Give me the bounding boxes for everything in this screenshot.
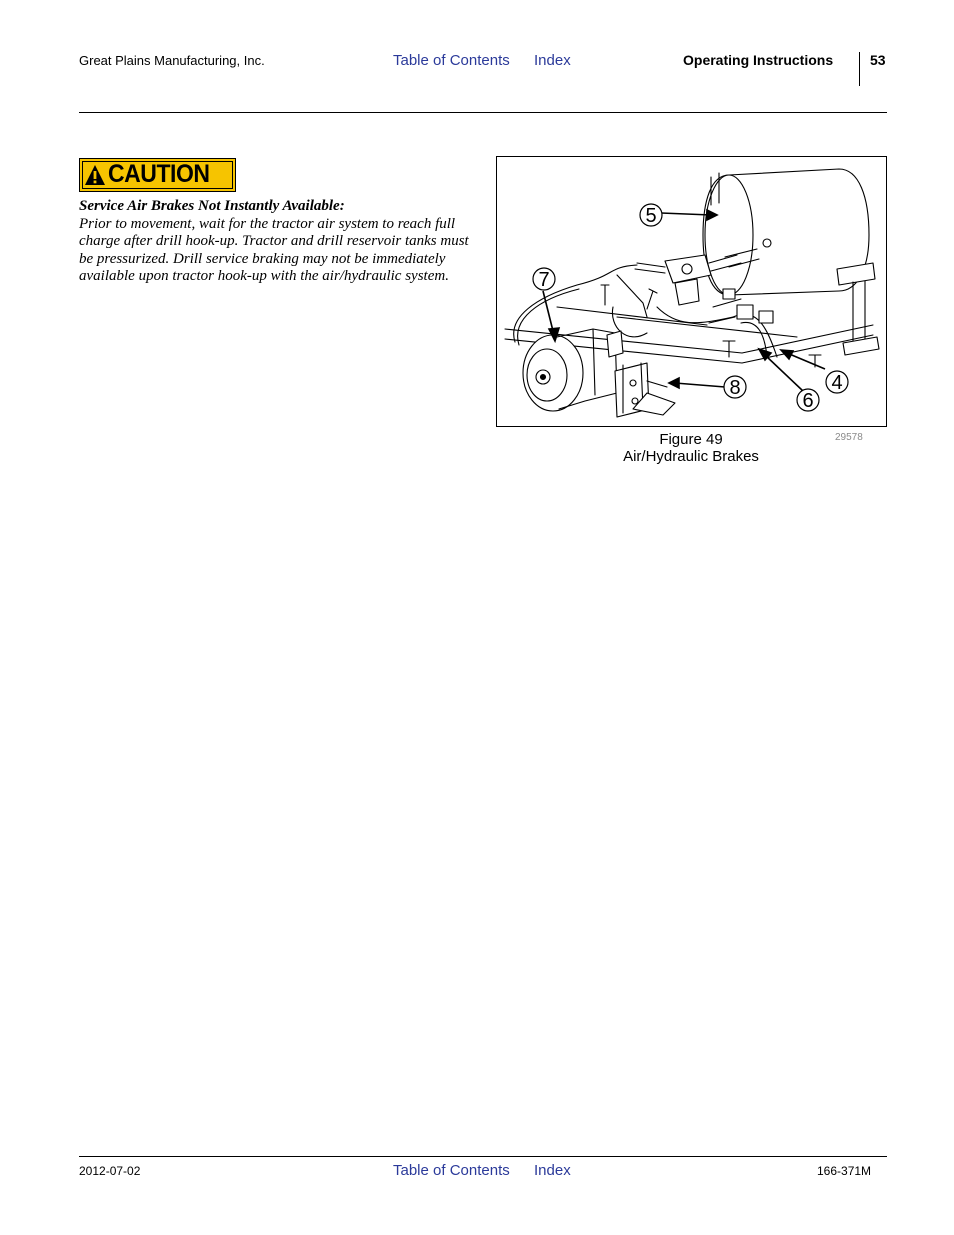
figure-image-id: 29578 xyxy=(835,432,863,443)
figure-frame xyxy=(496,156,887,427)
warning-triangle-icon xyxy=(84,163,106,187)
footer-toc-link[interactable]: Table of Contents xyxy=(393,1162,510,1179)
figure-number: Figure 49 xyxy=(659,431,723,448)
callout-5: 5 xyxy=(645,205,657,227)
caution-text: CAUTION xyxy=(108,160,210,188)
figure-caption xyxy=(596,431,786,465)
section-title: Operating Instructions xyxy=(683,52,834,68)
callout-7: 7 xyxy=(538,269,550,291)
air-hydraulic-brakes-illustration xyxy=(497,157,886,426)
footer-rule xyxy=(79,1156,887,1157)
header-index-link[interactable]: Index xyxy=(534,52,571,69)
callout-4: 4 xyxy=(831,372,843,394)
page-number: 53 xyxy=(870,52,886,68)
caution-label xyxy=(79,158,236,192)
header-rule xyxy=(79,112,887,113)
caution-title: Service Air Brakes Not Instantly Available: xyxy=(79,198,345,214)
header-toc-link[interactable]: Table of Contents xyxy=(393,52,510,69)
figure-title: Air/Hydraulic Brakes xyxy=(623,448,759,465)
footer-date: 2012-07-02 xyxy=(79,1164,141,1178)
footer-index-link[interactable]: Index xyxy=(534,1162,571,1179)
caution-message xyxy=(79,198,479,286)
callout-6: 6 xyxy=(802,390,814,412)
company-name: Great Plains Manufacturing, Inc. xyxy=(79,53,265,68)
footer-doc-number: 166-371M xyxy=(817,1164,872,1178)
caution-body: Prior to movement, wait for the tractor air system to reach full charge after drill hook-up. Tractor and drill reservoir tanks must be pressurized. Drill service braking may not be immediately available upon tractor hook-up with the air/hydraulic system. xyxy=(79,215,469,285)
callout-8: 8 xyxy=(729,377,741,399)
header-divider xyxy=(859,52,860,86)
